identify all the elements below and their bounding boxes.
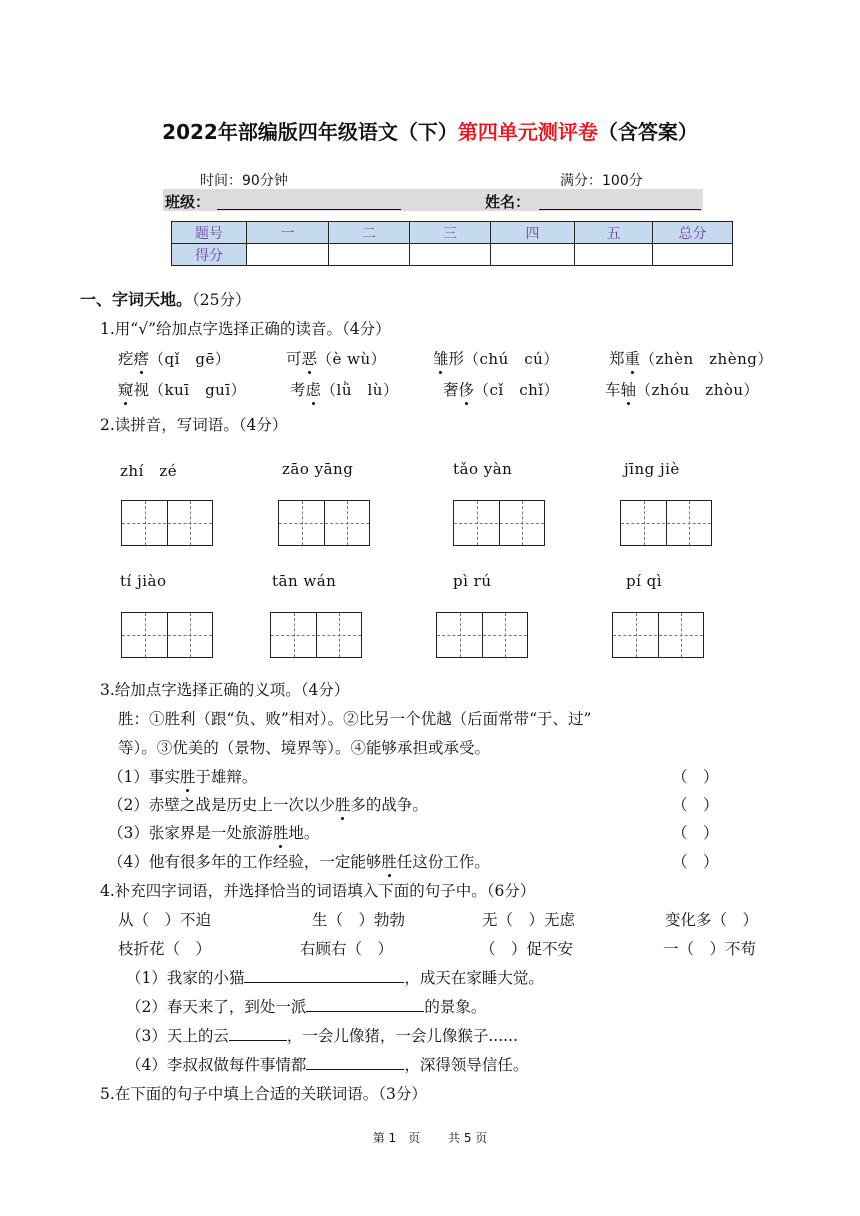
answer-paren[interactable]: （ ） bbox=[672, 853, 719, 871]
pinyin-label: jīng jiè bbox=[624, 460, 680, 478]
title-part-1: 2022年部编版四年级语文（下） bbox=[162, 120, 458, 144]
section-1-heading bbox=[80, 287, 251, 310]
writing-grid[interactable] bbox=[278, 500, 370, 546]
score-cell[interactable] bbox=[653, 244, 733, 266]
class-name-bar bbox=[163, 189, 703, 211]
class-blank[interactable] bbox=[217, 209, 401, 210]
q3-item: （1）事实胜于雄辩。 bbox=[108, 768, 258, 786]
writing-grid[interactable] bbox=[612, 612, 704, 658]
dotted-char: 恶 bbox=[301, 350, 318, 368]
q1-item: 车轴（zhóu zhòu） bbox=[605, 381, 760, 399]
writing-grid[interactable] bbox=[270, 612, 362, 658]
exam-time: 时间：90分钟 bbox=[200, 173, 288, 189]
document-title bbox=[0, 116, 860, 145]
title-part-3: （含答案） bbox=[597, 120, 698, 144]
q3-item: （4）他有很多年的工作经验，一定能够胜任这份工作。 bbox=[108, 853, 490, 871]
header-cell: 题号 bbox=[172, 222, 247, 244]
page-footer: 第 1 页 共 5 页 bbox=[372, 1131, 488, 1145]
answer-paren[interactable]: （ ） bbox=[672, 796, 719, 814]
pinyin-label: tān wán bbox=[272, 572, 337, 590]
q1-item: 郑重（zhèn zhèng） bbox=[609, 350, 773, 368]
header-cell: 三 bbox=[410, 222, 491, 244]
dotted-char: 侈 bbox=[458, 381, 475, 399]
score-cell[interactable] bbox=[410, 244, 491, 266]
name-blank[interactable] bbox=[539, 209, 701, 210]
idiom-blank[interactable]: 无（ ）无虑 bbox=[482, 911, 576, 929]
row-label: 得分 bbox=[172, 244, 247, 266]
idiom-blank[interactable]: 右顾右（ ） bbox=[300, 940, 394, 958]
q5-prompt: 5.在下面的句子中填上合适的关联词语。（3分） bbox=[100, 1085, 427, 1103]
fill-blank[interactable] bbox=[306, 1054, 404, 1070]
dotted-char: 胜 bbox=[272, 824, 289, 842]
q3-prompt: 3.给加点字选择正确的义项。（4分） bbox=[100, 681, 350, 699]
q1-item: 奢侈（cǐ chǐ） bbox=[443, 381, 560, 399]
pinyin-label: zhí zé bbox=[120, 462, 178, 480]
q4-sentence: （4）李叔叔做每件事情都 ，深得领导信任。 bbox=[126, 1056, 529, 1074]
section-1-title: 一、字词天地。 bbox=[80, 290, 193, 309]
dotted-char: 瘩 bbox=[133, 350, 150, 368]
q3-definition-line: 等）。③优美的（景物、境界等）。④能够承担或承受。 bbox=[118, 739, 491, 757]
q1-item: 考虑（lǜ lù） bbox=[290, 381, 399, 399]
writing-grid[interactable] bbox=[121, 500, 213, 546]
q3-definition-line: 胜：①胜利（跟“负、败”相对）。②比另一个优越（后面常带“于、过” bbox=[118, 710, 592, 728]
pinyin-label: tí jiào bbox=[120, 572, 167, 590]
dotted-char: 虑 bbox=[305, 381, 322, 399]
dotted-char: 窥 bbox=[118, 381, 134, 399]
dotted-char: 轴 bbox=[620, 381, 637, 399]
class-label: 班级： bbox=[165, 193, 211, 211]
q4-sentence: （1）我家的小猫 ，成天在家睡大觉。 bbox=[126, 969, 544, 987]
idiom-blank[interactable]: （ ）促不安 bbox=[480, 940, 574, 958]
section-1-points: （25分） bbox=[192, 291, 251, 309]
idiom-blank[interactable]: 枝折花（ ） bbox=[118, 940, 212, 958]
pinyin-label: zāo yāng bbox=[282, 460, 354, 478]
pinyin-label: pí qì bbox=[626, 572, 663, 590]
header-cell: 一 bbox=[247, 222, 329, 244]
name-label: 姓名： bbox=[485, 193, 531, 211]
q3-item: （3）张家界是一处旅游胜地。 bbox=[108, 824, 320, 842]
title-part-2: 第四单元测评卷 bbox=[457, 120, 598, 144]
dotted-char: 胜 bbox=[381, 853, 397, 871]
idiom-blank[interactable]: 生（ ）勃勃 bbox=[312, 911, 406, 929]
fill-blank[interactable] bbox=[229, 1025, 287, 1041]
dotted-char: 重 bbox=[624, 350, 641, 368]
score-table bbox=[171, 221, 733, 266]
q2-prompt: 2.读拼音，写词语。（4分） bbox=[100, 416, 288, 434]
q3-item: （2）赤壁之战是历史上一次以少胜多的战争。 bbox=[108, 796, 428, 814]
q1-item: 窥视（kuī guī） bbox=[118, 381, 247, 399]
score-table-row bbox=[172, 244, 733, 266]
writing-grid[interactable] bbox=[121, 612, 213, 658]
score-cell[interactable] bbox=[575, 244, 653, 266]
idiom-blank[interactable]: 一（ ）不苟 bbox=[663, 940, 757, 958]
answer-paren[interactable]: （ ） bbox=[672, 824, 719, 842]
q1-item: 疙瘩（qǐ gē） bbox=[118, 350, 231, 368]
q4-sentence: （3）天上的云 ，一会儿像猪，一会儿像猴子...... bbox=[126, 1027, 518, 1045]
q1-prompt: 1.用“√”给加点字选择正确的读音。（4分） bbox=[100, 320, 391, 338]
q4-prompt: 4.补充四字词语，并选择恰当的词语填入下面的句子中。（6分） bbox=[100, 882, 536, 900]
score-cell[interactable] bbox=[247, 244, 329, 266]
score-cell[interactable] bbox=[329, 244, 410, 266]
full-score: 满分：100分 bbox=[560, 173, 643, 189]
header-cell: 四 bbox=[491, 222, 575, 244]
pinyin-label: pì rú bbox=[453, 572, 492, 590]
writing-grid[interactable] bbox=[453, 500, 545, 546]
q1-item: 可恶（è wù） bbox=[286, 350, 387, 368]
idiom-blank[interactable]: 从（ ）不迫 bbox=[118, 911, 212, 929]
score-table-header bbox=[172, 222, 733, 244]
writing-grid[interactable] bbox=[436, 612, 528, 658]
header-cell: 二 bbox=[329, 222, 410, 244]
fill-blank[interactable] bbox=[244, 967, 404, 983]
pinyin-label: tǎo yàn bbox=[453, 460, 513, 478]
header-cell: 五 bbox=[575, 222, 653, 244]
answer-paren[interactable]: （ ） bbox=[672, 768, 719, 786]
q1-item: 雏形（chú cú） bbox=[433, 350, 559, 368]
dotted-char: 胜 bbox=[334, 796, 351, 814]
idiom-blank[interactable]: 变化多（ ） bbox=[665, 911, 759, 929]
writing-grid[interactable] bbox=[620, 500, 712, 546]
dotted-char: 雏 bbox=[433, 350, 449, 368]
q4-sentence: （2）春天来了，到处一派 的景象。 bbox=[126, 998, 487, 1016]
score-cell[interactable] bbox=[491, 244, 575, 266]
fill-blank[interactable] bbox=[306, 996, 424, 1012]
header-cell: 总分 bbox=[653, 222, 733, 244]
dotted-char: 胜 bbox=[179, 768, 196, 786]
